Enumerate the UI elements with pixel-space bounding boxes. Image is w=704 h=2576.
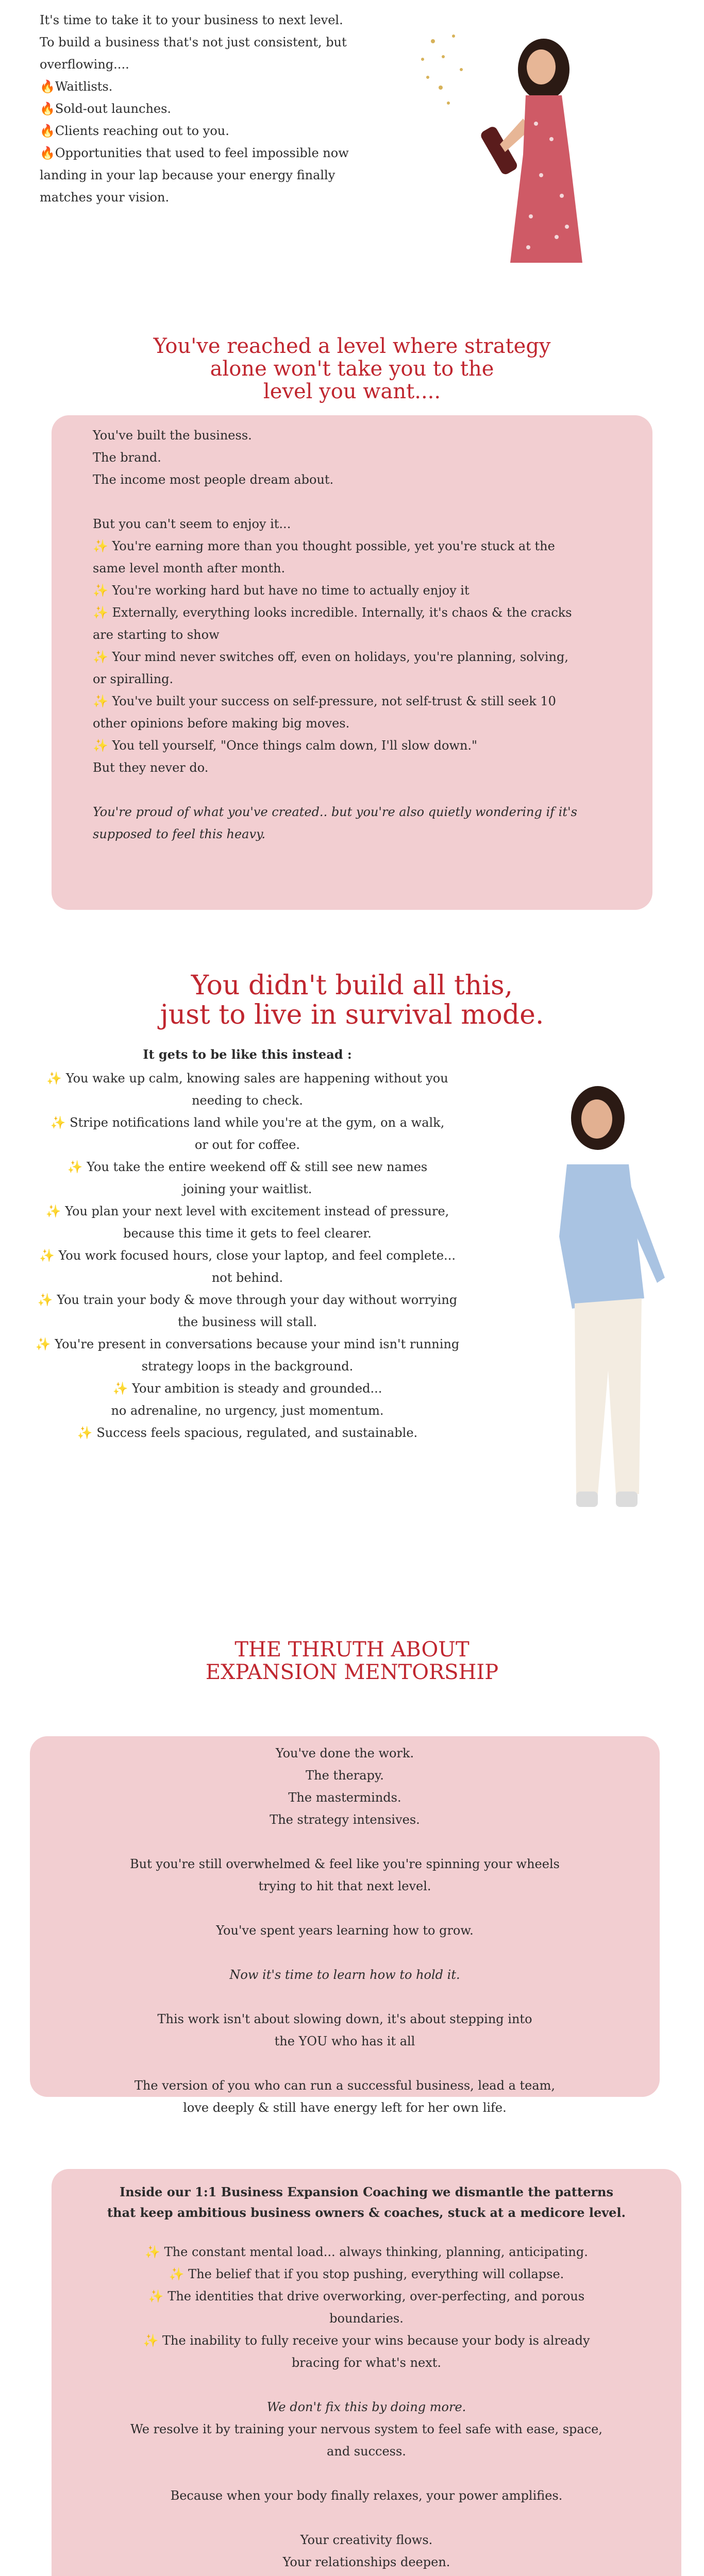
survival-line: or out for coffee. <box>194 1138 300 1152</box>
truth-line: The therapy. <box>306 1768 384 1783</box>
inside-line: ✨ The constant mental load... always thinking, planning, anticipating. <box>145 2245 588 2259</box>
survival-subheading: It gets to be like this instead : <box>143 1047 352 1062</box>
survival-line: ✨ Success feels spacious, regulated, and sustainable. <box>77 1426 418 1440</box>
survival-line: ✨ You wake up calm, knowing sales are happening without you <box>46 1071 448 1086</box>
survival-heading-line: just to live in survival mode. <box>160 999 544 1031</box>
truth-line: The version of you who can run a successful business, lead a team, <box>134 2078 556 2093</box>
truth-line: love deeply & still have energy left for her own life. <box>183 2100 507 2115</box>
strategy-line: other opinions before making big moves. <box>93 716 350 731</box>
strategy-line: ✨ You're earning more than you thought possible, yet you're stuck at the <box>93 539 555 553</box>
intro-line: matches your vision. <box>40 190 170 205</box>
inside-heading-line: Inside our 1:1 Business Expansion Coaching we dismantle the patterns <box>120 2184 613 2199</box>
woman-champagne-photo <box>412 21 618 268</box>
survival-line: joining your waitlist. <box>182 1182 312 1196</box>
intro-line: 🔥Clients reaching out to you. <box>40 124 229 138</box>
survival-line: needing to check. <box>192 1093 303 1108</box>
intro-text <box>40 9 400 209</box>
intro-line: 🔥Opportunities that used to feel impossible now <box>40 146 349 160</box>
survival-line: strategy loops in the background. <box>141 1359 354 1374</box>
intro-line: It's time to take it to your business to next level. <box>40 13 343 27</box>
truth-line: the YOU who has it all <box>274 2034 415 2048</box>
truth-line: You've done the work. <box>275 1746 414 1760</box>
inside-line: Your creativity flows. <box>300 2533 433 2547</box>
strategy-heading-line: alone won't take you to the <box>210 357 494 381</box>
strategy-closing-line: You're proud of what you've created.. but you're also quietly wondering if it's <box>93 805 577 819</box>
strategy-line: You've built the business. <box>93 428 252 443</box>
strategy-line: The income most people dream about. <box>93 472 334 487</box>
inside-card <box>52 2169 681 2576</box>
strategy-heading-line: You've reached a level where strategy <box>153 334 551 358</box>
strategy-heading <box>120 335 584 403</box>
truth-line: But you're still overwhelmed & feel like you're spinning your wheels <box>130 1857 560 1871</box>
survival-line: not behind. <box>211 1270 283 1285</box>
strategy-line: or spiralling. <box>93 672 174 686</box>
inside-line: ✨ The inability to fully receive your wins because your body is already <box>143 2333 590 2348</box>
survival-line: ✨ You plan your next level with excitement instead of pressure, <box>45 1204 449 1218</box>
truth-line: This work isn't about slowing down, it's about stepping into <box>157 2012 532 2026</box>
inside-heading-line: that keep ambitious business owners & coaches, stuck at a medicore level. <box>107 2205 626 2220</box>
inside-heading <box>52 2182 681 2223</box>
strategy-line: ✨ You've built your success on self-pressure, not self-trust & still seek 10 <box>93 694 556 708</box>
survival-line: ✨ You train your body & move through your day without worrying <box>37 1293 458 1307</box>
truth-heading <box>146 1638 558 1684</box>
inside-line: Your relationships deepen. <box>282 2555 450 2569</box>
survival-line: because this time it gets to feel clearer. <box>123 1226 372 1241</box>
truth-card-text <box>30 1742 660 2119</box>
inside-line: ✨ The belief that if you stop pushing, everything will collapse. <box>169 2267 564 2281</box>
truth-line: The masterminds. <box>288 1790 401 1805</box>
survival-line: the business will stall. <box>177 1315 317 1329</box>
woman-blue-shirt-photo <box>510 1082 696 1525</box>
inside-line: Because when your body finally relaxes, your power amplifies. <box>170 2488 563 2503</box>
inside-line: boundaries. <box>329 2311 404 2326</box>
survival-line: ✨ You take the entire weekend off & still see new names <box>67 1160 428 1174</box>
survival-list <box>21 1067 474 1444</box>
intro-line: 🔥Waitlists. <box>40 79 113 94</box>
survival-heading-line: You didn't build all this, <box>191 970 513 1001</box>
strategy-line: same level month after month. <box>93 561 286 575</box>
strategy-card <box>52 415 652 910</box>
truth-card <box>30 1736 660 2115</box>
inside-line: ✨ The identities that drive overworking, over-perfecting, and porous <box>148 2289 585 2303</box>
inside-line <box>52 2573 681 2576</box>
survival-line: ✨ Stripe notifications land while you're at the gym, on a walk, <box>50 1115 445 1130</box>
inside-card-text <box>52 2241 681 2576</box>
survival-line: ✨ You're present in conversations because your mind isn't running <box>35 1337 460 1351</box>
intro-line: landing in your lap because your energy finally <box>40 168 336 182</box>
survival-line: no adrenaline, no urgency, just momentum. <box>111 1403 384 1418</box>
strategy-heading-line: level you want.... <box>263 380 441 403</box>
intro-line: To build a business that's not just consistent, but <box>40 35 347 49</box>
strategy-line: But you can't seem to enjoy it... <box>93 517 291 531</box>
truth-line: You've spent years learning how to grow. <box>216 1923 474 1938</box>
strategy-line: The brand. <box>93 450 161 465</box>
inside-line: bracing for what's next. <box>291 2355 442 2370</box>
truth-heading-line: EXPANSION MENTORSHIP <box>205 1660 499 1684</box>
strategy-line: ✨ Externally, everything looks incredible. Internally, it's chaos & the cracks <box>93 605 572 620</box>
strategy-line: ✨ You tell yourself, "Once things calm down, I'll slow down." <box>93 738 478 753</box>
intro-line: overflowing.... <box>40 57 129 72</box>
strategy-line: But they never do. <box>93 760 209 775</box>
inside-line: We don't fix this by doing more. <box>266 2400 466 2414</box>
survival-line: ✨ Your ambition is steady and grounded... <box>112 1381 382 1396</box>
inside-line: We resolve it by training your nervous system to feel safe with ease, space, <box>130 2422 602 2436</box>
strategy-card-text <box>93 425 608 845</box>
truth-line: The strategy intensives. <box>270 1812 420 1827</box>
truth-line: Now it's time to learn how to hold it. <box>229 1968 460 1982</box>
strategy-line: are starting to show <box>93 628 220 642</box>
strategy-closing-line: supposed to feel this heavy. <box>93 827 266 841</box>
intro-line: 🔥Sold-out launches. <box>40 101 172 116</box>
truth-line: trying to hit that next level. <box>258 1879 431 1893</box>
survival-heading <box>94 971 610 1030</box>
strategy-line: ✨ Your mind never switches off, even on holidays, you're planning, solving, <box>93 650 568 664</box>
inside-line: and success. <box>327 2444 406 2459</box>
strategy-line: ✨ You're working hard but have no time to actually enjoy it <box>93 583 470 598</box>
survival-line: ✨ You work focused hours, close your laptop, and feel complete... <box>39 1248 456 1263</box>
truth-heading-line: THE THRUTH ABOUT <box>234 1638 470 1662</box>
